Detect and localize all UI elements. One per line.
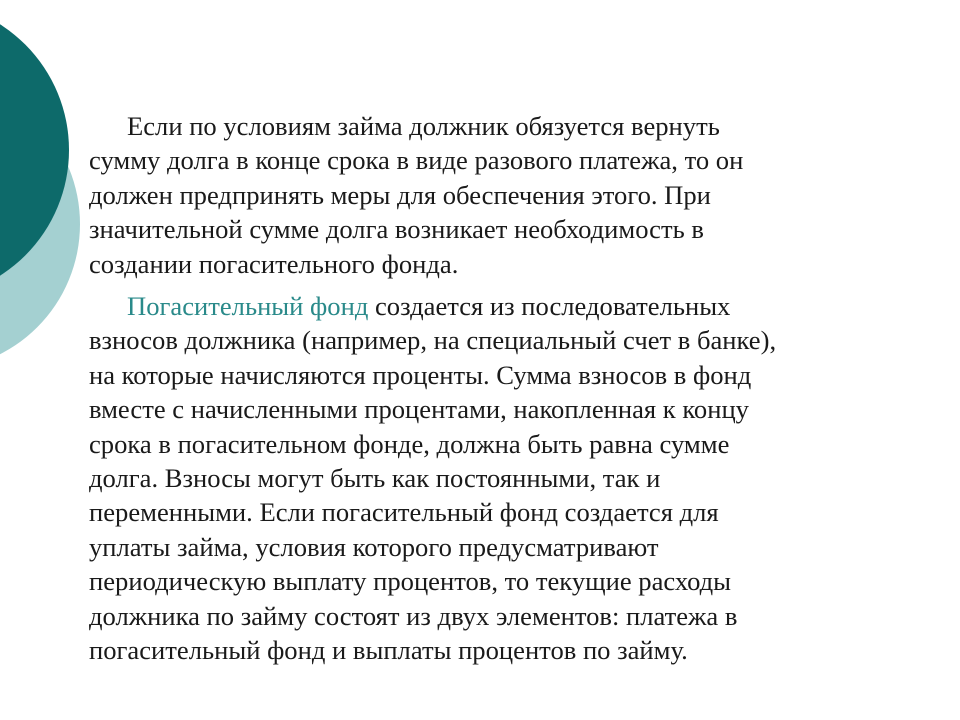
- text-line: создании погасительного фонда.: [89, 248, 459, 279]
- text-line: должника по займу состоят из двух элементов: платежа в: [89, 600, 738, 631]
- text-line: сумму долга в конце срока в виде разового платежа, то он: [89, 145, 744, 176]
- text-line: периодическую выплату процентов, то текущие расходы: [89, 566, 732, 597]
- text-line: срока в погасительном фонде, должна быть равна сумме: [89, 428, 730, 459]
- text-line: переменными. Если погасительный фонд создается для: [89, 497, 719, 528]
- text-line: на которые начисляются проценты. Сумма взносов в фонд: [89, 359, 752, 390]
- text-line: создается из последовательных: [368, 291, 731, 322]
- text-line: погасительный фонд и выплаты процентов по займу.: [89, 635, 688, 666]
- text-line: Если по условиям займа должник обязуется вернуть: [127, 111, 720, 141]
- text-line: вместе с начисленными процентами, накопленная к концу: [89, 394, 749, 425]
- text-line: долга. Взносы могут быть как постоянными, так и: [89, 463, 661, 494]
- paragraph-1: [89, 109, 939, 281]
- slide-body: [89, 109, 939, 668]
- text-line: значительной сумме долга возникает необходимость в: [89, 214, 704, 245]
- paragraph-2: [89, 289, 939, 667]
- text-line: взносов должника (например, на специальный счет в банке),: [89, 325, 777, 356]
- highlighted-term: Погасительный фонд: [127, 291, 369, 322]
- text-line: уплаты займа, условия которого предусматривают: [89, 531, 659, 562]
- text-line: должен предпринять меры для обеспечения этого. При: [89, 179, 711, 210]
